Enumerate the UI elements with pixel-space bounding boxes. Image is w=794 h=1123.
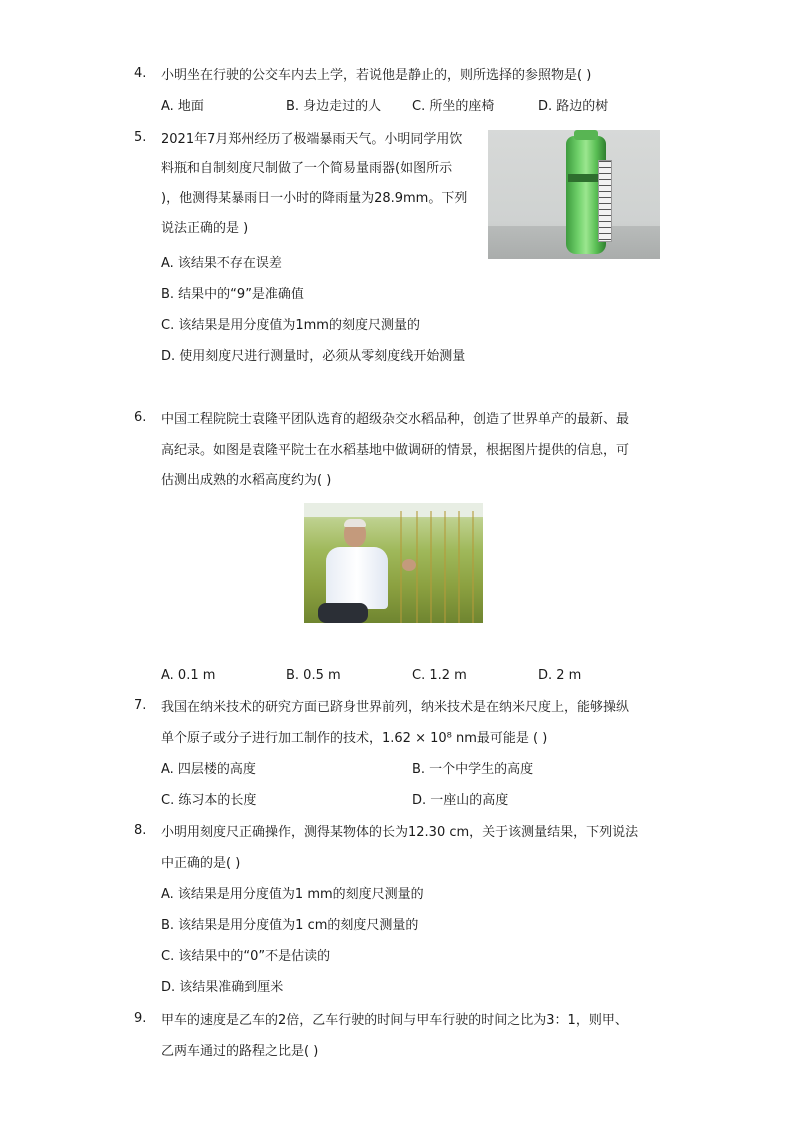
question-number: 9. [134,1011,147,1026]
option-c[interactable]: C. 练习本的长度 [161,793,257,808]
question-number: 5. [134,130,147,145]
question-text-line-1: 小明用刻度尺正确操作，测得某物体的长为12.30 cm，关于该测量结果，下列说法 [161,825,639,840]
option-c[interactable]: C. 该结果是用分度值为1mm的刻度尺测量的 [161,318,420,333]
option-b[interactable]: B. 该结果是用分度值为1 cm的刻度尺测量的 [161,918,419,933]
rice-stalk [430,511,432,623]
person-pants [318,603,368,623]
rice-field-photo [304,503,483,623]
option-b[interactable]: B. 身边走过的人 [286,99,382,114]
option-d[interactable]: D. 该结果准确到厘米 [161,980,284,995]
option-a[interactable]: A. 地面 [161,99,204,114]
person-hair [344,519,366,527]
option-a[interactable]: A. 四层楼的高度 [161,762,256,777]
option-d[interactable]: D. 使用刻度尺进行测量时，必须从零刻度线开始测量 [161,349,466,364]
question-text-line-2: 乙两车通过的路程之比是( ) [161,1044,319,1059]
question-text-line-2: 中正确的是( ) [161,856,241,871]
option-a[interactable]: A. 0.1 m [161,668,216,683]
sky [304,503,483,517]
rice-stalk [458,511,460,623]
question-text-line-3: 估测出成熟的水稻高度约为( ) [161,473,332,488]
question-number: 4. [134,66,147,81]
question-text-line-4: 说法正确的是 ) [161,221,249,236]
option-a[interactable]: A. 该结果是用分度值为1 mm的刻度尺测量的 [161,887,424,902]
rice-stalk [416,511,418,623]
option-d[interactable]: D. 一座山的高度 [412,793,509,808]
ruler-strip [598,160,612,242]
option-c[interactable]: C. 所坐的座椅 [412,99,495,114]
person-hand [402,559,416,571]
option-b[interactable]: B. 结果中的“9”是准确值 [161,287,304,302]
question-number: 7. [134,698,147,713]
question-text-line-1: 我国在纳米技术的研究方面已跻身世界前列，纳米技术是在纳米尺度上，能够操纵 [161,700,630,715]
option-c[interactable]: C. 该结果中的“0”不是估读的 [161,949,331,964]
question-text-line-1: 中国工程院院士袁隆平团队选育的超级杂交水稻品种，创造了世界单产的最新、最 [161,412,630,427]
question-text-line-1: 甲车的速度是乙车的2倍，乙车行驶的时间与甲车行驶的时间之比为3：1，则甲、 [161,1013,628,1028]
question-text-line-2: 料瓶和自制刻度尺制做了一个简易量雨器(如图所示 [161,161,453,176]
bottle-cap [574,130,598,140]
option-c[interactable]: C. 1.2 m [412,668,467,683]
question-text-line-2: 单个原子或分子进行加工制作的技术，1.62 × 10⁸ nm最可能是 ( ) [161,731,548,746]
question-number: 8. [134,823,147,838]
option-b[interactable]: B. 一个中学生的高度 [412,762,534,777]
question-text-line-2: 高纪录。如图是袁隆平院士在水稻基地中做调研的情景，根据图片提供的信息，可 [161,443,630,458]
rice-stalk [472,511,474,623]
person-shirt [326,547,388,609]
option-b[interactable]: B. 0.5 m [286,668,341,683]
rice-stalk [444,511,446,623]
option-d[interactable]: D. 2 m [538,668,582,683]
question-text-line-3: )，他测得某暴雨日一小时的降雨量为28.9mm。下列 [161,191,468,206]
question-text: 小明坐在行驶的公交车内去上学，若说他是静止的，则所选择的参照物是( ) [161,68,592,83]
question-text-line-1: 2021年7月郑州经历了极端暴雨天气。小明同学用饮 [161,132,463,147]
option-d[interactable]: D. 路边的树 [538,99,609,114]
option-a[interactable]: A. 该结果不存在误差 [161,256,282,271]
rain-gauge-photo [488,130,660,259]
question-number: 6. [134,410,147,425]
